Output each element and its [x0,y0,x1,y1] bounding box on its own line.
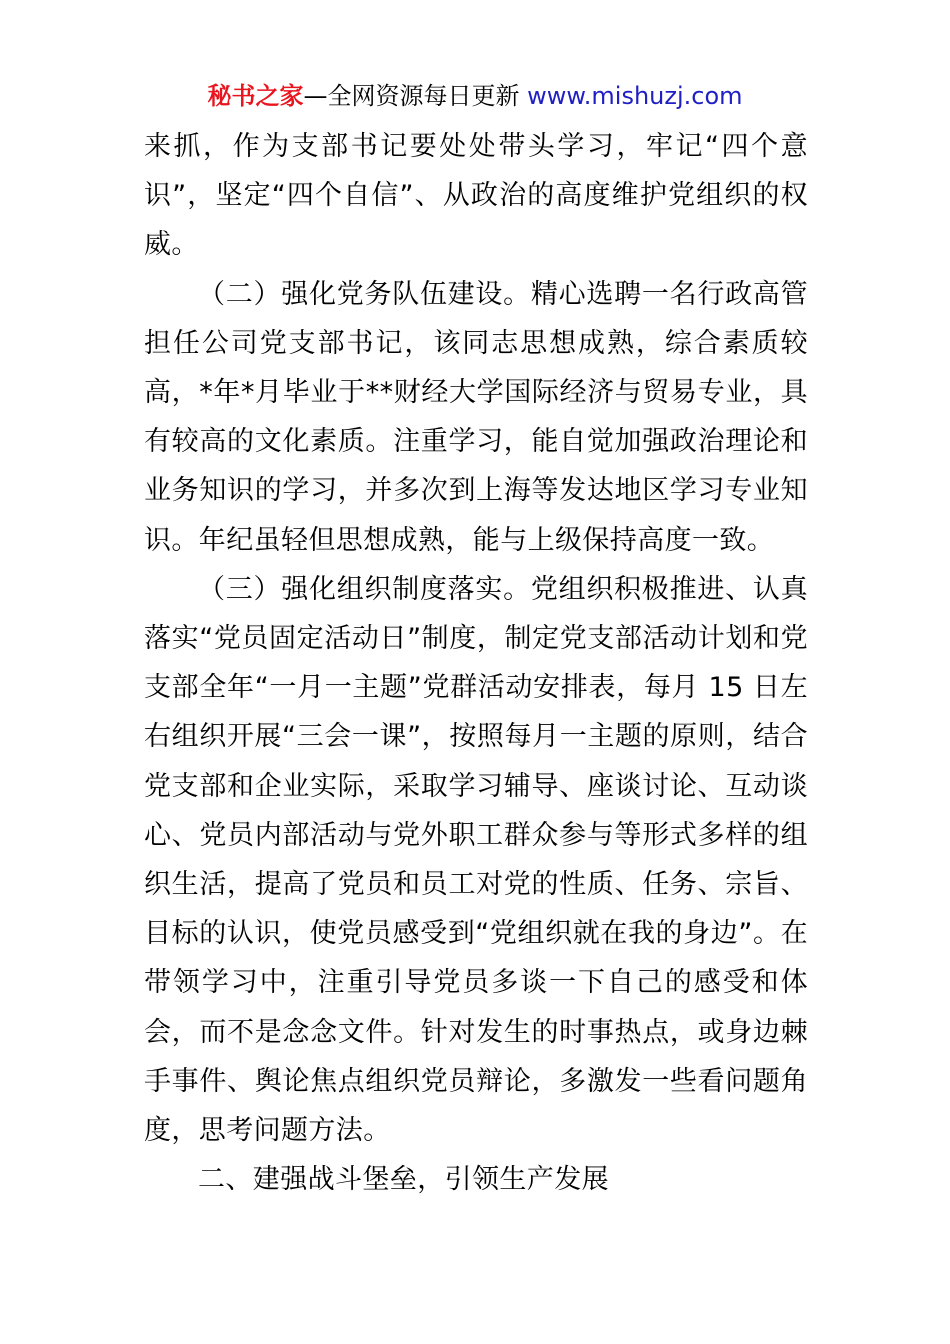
document-body [144,122,808,1204]
paragraph-party-team-building: （二）强化党务队伍建设。精心选聘一名行政高管担任公司党支部书记，该同志思想成熟，综合素质较高，*年*月毕业于**财经大学国际经济与贸易专业，具有较高的文化素质。注重学习，能自觉加强政治理论和业务知识的学习，并多次到上海等发达地区学习专业知识。年纪虽轻但思想成熟，能与上级保持高度一致。 [144,278,808,556]
page-header [0,80,950,112]
header-tagline: —全网资源每日更新 [303,82,528,110]
paragraph-continuation: 来抓，作为支部书记要处处带头学习，牢记“四个意识”，坚定“四个自信”、从政治的高度维护党组织的权威。 [144,131,808,261]
paragraph-organization-system: （三）强化组织制度落实。党组织积极推进、认真落实“党员固定活动日”制度，制定党支部活动计划和党支部全年“一月一主题”党群活动安排表，每月 15 日左右组织开展“三会一课”，按照每月一主题的原则，结合党支部和企业实际，采取学习辅导、座谈讨论、互动谈心、党员内部活动与党外职工群众参与等形式多样的组织生活，提高了党员和员工对党的性质、任务、宗旨、目标的认识，使党员感受到“党组织就在我的身边”。在带领学习中，注重引导党员多谈一下自己的感受和体会，而不是念念文件。针对发生的时事热点，或身边棘手事件、舆论焦点组织党员辩论，多激发一些看问题角度，思考问题方法。 [144,573,808,1147]
header-url-link[interactable]: www.mishuzj.com [527,82,743,110]
header-brand: 秘书之家 [207,82,304,110]
section-heading: 二、建强战斗堡垒，引领生产发展 [198,1164,609,1196]
